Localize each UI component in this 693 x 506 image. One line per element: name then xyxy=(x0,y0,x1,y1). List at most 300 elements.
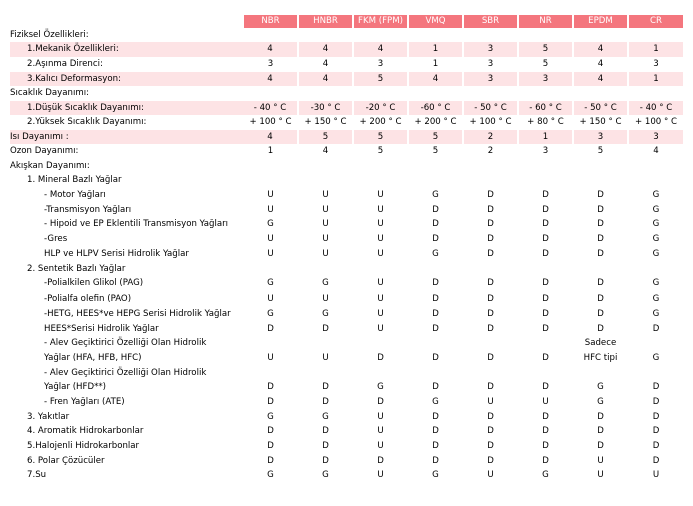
cell-value: 4 xyxy=(243,72,298,86)
row-label: HEES*Serisi Hidrolik Yağlar xyxy=(44,323,159,334)
cell-value: U xyxy=(597,470,604,481)
table-row xyxy=(10,130,684,144)
cell-value: 1 xyxy=(628,72,684,86)
table-row xyxy=(10,336,684,351)
cell-value: U xyxy=(267,204,274,215)
table-row xyxy=(10,322,684,336)
cell-value: 3 xyxy=(267,59,274,70)
cell-value: D xyxy=(487,234,494,245)
cell-value: D xyxy=(597,323,604,334)
cell-value: U xyxy=(377,190,384,201)
cell-value xyxy=(298,159,353,173)
table-row xyxy=(10,217,684,232)
cell-value: D xyxy=(542,204,549,215)
cell-value: G xyxy=(267,411,274,422)
cell-value: G xyxy=(652,293,660,304)
row-label: Yağlar (HFA, HFB, HFC) xyxy=(44,353,142,364)
cell-value: 3 xyxy=(487,59,494,70)
cell-value: D xyxy=(487,204,494,215)
cell-value: D xyxy=(597,278,604,289)
row-label: 3.Kalıcı Deformasyon: xyxy=(10,72,243,86)
cell-value: G xyxy=(267,470,274,481)
table-row xyxy=(10,159,684,173)
table-row xyxy=(10,203,684,217)
cell-value: 4 xyxy=(597,59,604,70)
cell-value: D xyxy=(487,455,494,466)
cell-value: G xyxy=(652,190,660,201)
cell-value: D xyxy=(597,441,604,452)
cell-value: D xyxy=(377,397,384,408)
cell-value xyxy=(298,262,353,276)
cell-value: D xyxy=(487,323,494,334)
cell-value: -30 ° C xyxy=(298,101,353,115)
cell-value: D xyxy=(432,293,439,304)
row-label: 1.Düşük Sıcaklık Dayanımı: xyxy=(10,101,243,115)
table-body xyxy=(10,28,684,483)
cell-value: U xyxy=(322,293,329,304)
row-label: Akışkan Dayanımı: xyxy=(10,160,90,171)
cell-value: U xyxy=(322,249,329,260)
cell-value: 5 xyxy=(353,72,408,86)
table-row xyxy=(10,262,684,276)
cell-value: D xyxy=(652,411,660,422)
cell-value: D xyxy=(652,382,660,393)
cell-value: D xyxy=(267,323,274,334)
row-label: 2.Yüksek Sıcaklık Dayanımı: xyxy=(27,117,147,128)
cell-value: U xyxy=(377,234,384,245)
cell-value: 5 xyxy=(597,146,604,157)
cell-value: 4 xyxy=(408,72,463,86)
cell-value: 4 xyxy=(243,42,298,57)
cell-value: U xyxy=(377,309,384,320)
cell-value: D xyxy=(597,411,604,422)
cell-value xyxy=(628,159,684,173)
cell-value: U xyxy=(487,397,494,408)
cell-value: D xyxy=(322,455,329,466)
cell-value: U xyxy=(267,249,274,260)
row-label: 1. Mineral Bazlı Yağlar xyxy=(27,175,122,186)
cell-value xyxy=(353,366,408,380)
cell-value: 5 xyxy=(377,146,384,157)
row-label: - Fren Yağları (ATE) xyxy=(44,397,125,408)
cell-value: D xyxy=(597,293,604,304)
cell-value: D xyxy=(652,323,660,334)
cell-value: D xyxy=(652,426,660,437)
cell-value: G xyxy=(652,219,660,230)
cell-value: D xyxy=(597,204,604,215)
cell-value: D xyxy=(322,397,329,408)
row-label: -Polialfa olefin (PAO) xyxy=(44,293,132,304)
cell-value xyxy=(573,28,628,42)
cell-value: 4 xyxy=(243,130,298,144)
cell-value: 4 xyxy=(298,72,353,86)
table-row xyxy=(10,410,684,424)
cell-value: U xyxy=(267,234,274,245)
cell-value: 3 xyxy=(542,146,549,157)
row-label: 1.Mekanik Özellikleri: xyxy=(10,42,243,57)
cell-value xyxy=(243,366,298,380)
row-label: HLP ve HLPV Serisi Hidrolik Yağlar xyxy=(44,249,189,260)
cell-value xyxy=(353,28,408,42)
cell-value: G xyxy=(432,470,439,481)
cell-value: D xyxy=(267,455,274,466)
cell-value: + 200 ° C xyxy=(359,117,402,128)
cell-value: D xyxy=(542,219,549,230)
cell-value: D xyxy=(542,323,549,334)
cell-value xyxy=(408,28,463,42)
cell-value: 2 xyxy=(487,146,494,157)
cell-value: 3 xyxy=(628,130,684,144)
cell-value: D xyxy=(542,190,549,201)
cell-value: D xyxy=(432,309,439,320)
cell-value: 5 xyxy=(518,42,573,57)
cell-value xyxy=(298,173,353,188)
cell-value: 4 xyxy=(322,59,329,70)
cell-value: D xyxy=(487,382,494,393)
row-label: Ozon Dayanımı: xyxy=(10,146,79,157)
cell-value xyxy=(463,28,518,42)
cell-value: D xyxy=(432,204,439,215)
cell-value: D xyxy=(267,382,274,393)
cell-value: U xyxy=(267,190,274,201)
cell-value: U xyxy=(377,441,384,452)
cell-value xyxy=(408,86,463,101)
cell-value: G xyxy=(652,234,660,245)
table-row xyxy=(10,115,684,130)
cell-value: D xyxy=(542,278,549,289)
cell-value: 3 xyxy=(573,130,628,144)
cell-value xyxy=(463,262,518,276)
cell-value: U xyxy=(597,455,604,466)
cell-value: Sadece xyxy=(584,338,617,349)
table-row xyxy=(10,42,684,57)
cell-value: D xyxy=(432,411,439,422)
cell-value: D xyxy=(432,426,439,437)
cell-value: U xyxy=(377,204,384,215)
cell-value: D xyxy=(487,219,494,230)
cell-value: U xyxy=(377,278,384,289)
cell-value: D xyxy=(377,455,384,466)
cell-value: 4 xyxy=(298,42,353,57)
cell-value: D xyxy=(542,249,549,260)
cell-value xyxy=(298,28,353,42)
row-label: 7.Su xyxy=(27,470,47,481)
cell-value xyxy=(298,366,353,380)
cell-value: 1 xyxy=(408,42,463,57)
table-row xyxy=(10,439,684,454)
cell-value xyxy=(518,262,573,276)
cell-value xyxy=(573,159,628,173)
table-row xyxy=(10,395,684,410)
row-label: 3. Yakıtlar xyxy=(27,411,70,422)
cell-value: D xyxy=(267,426,274,437)
table-row xyxy=(10,307,684,322)
cell-value: 3 xyxy=(518,72,573,86)
cell-value: 1 xyxy=(267,146,274,157)
table-row xyxy=(10,144,684,159)
table-row xyxy=(10,72,684,86)
cell-value: D xyxy=(597,426,604,437)
cell-value: D xyxy=(487,441,494,452)
cell-value: D xyxy=(652,455,660,466)
header-row xyxy=(10,15,684,28)
cell-value: D xyxy=(322,441,329,452)
cell-value: U xyxy=(652,470,660,481)
cell-value: - 60 ° C xyxy=(518,101,573,115)
cell-value: D xyxy=(432,441,439,452)
cell-value: D xyxy=(487,293,494,304)
cell-value: - 50 ° C xyxy=(573,101,628,115)
material-resistance-table xyxy=(10,15,685,483)
cell-value: G xyxy=(652,204,660,215)
table-row xyxy=(10,380,684,395)
cell-value: D xyxy=(597,249,604,260)
cell-value: D xyxy=(542,309,549,320)
cell-value: HFC tipi xyxy=(583,353,618,364)
cell-value: G xyxy=(267,219,274,230)
row-label: 2. Sentetik Bazlı Yağlar xyxy=(27,263,126,274)
cell-value: + 200 ° C xyxy=(414,117,457,128)
table-row xyxy=(10,28,684,42)
cell-value: G xyxy=(322,470,329,481)
row-label: -Transmisyon Yağları xyxy=(44,204,132,215)
cell-value xyxy=(353,159,408,173)
cell-value xyxy=(243,336,298,351)
cell-value: D xyxy=(487,278,494,289)
cell-value: D xyxy=(322,426,329,437)
cell-value: G xyxy=(542,470,549,481)
cell-value xyxy=(573,366,628,380)
cell-value: D xyxy=(267,441,274,452)
cell-value: D xyxy=(542,426,549,437)
table-row xyxy=(10,232,684,247)
cell-value xyxy=(298,336,353,351)
cell-value: U xyxy=(322,204,329,215)
cell-value: D xyxy=(542,382,549,393)
row-label: -Polialkilen Glikol (PAG) xyxy=(44,278,144,289)
cell-value xyxy=(243,28,298,42)
cell-value: U xyxy=(322,219,329,230)
table-row xyxy=(10,424,684,439)
table-row xyxy=(10,291,684,307)
cell-value: U xyxy=(322,190,329,201)
cell-value: U xyxy=(377,470,384,481)
cell-value xyxy=(243,159,298,173)
cell-value: U xyxy=(267,293,274,304)
cell-value xyxy=(628,262,684,276)
cell-value xyxy=(573,173,628,188)
cell-value: D xyxy=(487,249,494,260)
cell-value: 1 xyxy=(432,59,439,70)
cell-value: U xyxy=(267,353,274,364)
cell-value xyxy=(408,159,463,173)
cell-value xyxy=(518,86,573,101)
cell-value: D xyxy=(432,234,439,245)
cell-value: U xyxy=(322,234,329,245)
cell-value: G xyxy=(597,397,604,408)
cell-value: D xyxy=(487,309,494,320)
cell-value: D xyxy=(597,219,604,230)
row-label: Yağlar (HFD**) xyxy=(44,382,107,393)
cell-value: D xyxy=(542,411,549,422)
cell-value: + 150 ° C xyxy=(579,117,622,128)
cell-value xyxy=(408,366,463,380)
cell-value: G xyxy=(652,278,660,289)
column-header-sbr: SBR xyxy=(463,15,518,28)
cell-value xyxy=(518,336,573,351)
cell-value: G xyxy=(597,382,604,393)
row-label: -HETG, HEES*ve HEPG Serisi Hidrolik Yağlar xyxy=(44,309,231,320)
table-row xyxy=(10,86,684,101)
cell-value xyxy=(408,336,463,351)
column-header-vmq: VMQ xyxy=(408,15,463,28)
cell-value: - 40 ° C xyxy=(628,101,684,115)
cell-value: 5 xyxy=(542,59,549,70)
cell-value: D xyxy=(432,219,439,230)
column-header-fkm-fpm: FKM (FPM) xyxy=(353,15,408,28)
cell-value: 5 xyxy=(432,146,439,157)
cell-value: G xyxy=(267,278,274,289)
cell-value xyxy=(298,86,353,101)
cell-value: -20 ° C xyxy=(353,101,408,115)
cell-value: G xyxy=(432,249,439,260)
column-header-nr: NR xyxy=(518,15,573,28)
cell-value: - 40 ° C xyxy=(243,101,298,115)
cell-value: D xyxy=(487,353,494,364)
cell-value xyxy=(628,366,684,380)
row-label: 4. Aromatik Hidrokarbonlar xyxy=(27,426,144,437)
cell-value xyxy=(243,86,298,101)
cell-value xyxy=(628,86,684,101)
cell-value xyxy=(463,336,518,351)
cell-value xyxy=(518,28,573,42)
cell-value: D xyxy=(597,309,604,320)
cell-value: 4 xyxy=(573,72,628,86)
cell-value: D xyxy=(322,382,329,393)
cell-value xyxy=(573,86,628,101)
table-row xyxy=(10,57,684,72)
table-row xyxy=(10,468,684,483)
cell-value: D xyxy=(432,278,439,289)
cell-value: 1 xyxy=(518,130,573,144)
cell-value xyxy=(518,159,573,173)
cell-value: D xyxy=(487,190,494,201)
cell-value: D xyxy=(597,234,604,245)
cell-value xyxy=(518,366,573,380)
column-header-hnbr: HNBR xyxy=(298,15,353,28)
row-label: -Gres xyxy=(44,234,68,245)
table-row xyxy=(10,247,684,262)
cell-value: G xyxy=(267,309,274,320)
cell-value: D xyxy=(432,353,439,364)
cell-value: D xyxy=(432,455,439,466)
cell-value: 3 xyxy=(463,42,518,57)
cell-value: G xyxy=(322,309,329,320)
cell-value xyxy=(628,336,684,351)
cell-value: U xyxy=(377,219,384,230)
cell-value: D xyxy=(652,441,660,452)
cell-value xyxy=(463,366,518,380)
cell-value: 3 xyxy=(463,72,518,86)
table-row xyxy=(10,366,684,380)
cell-value: - 50 ° C xyxy=(463,101,518,115)
cell-value: 4 xyxy=(653,146,659,157)
cell-value: -60 ° C xyxy=(408,101,463,115)
cell-value: G xyxy=(652,249,660,260)
header-corner xyxy=(10,15,243,28)
row-label: - Hipoid ve EP Eklentili Transmisyon Yağları xyxy=(44,219,229,230)
cell-value: 3 xyxy=(653,59,659,70)
cell-value: D xyxy=(542,293,549,304)
cell-value: U xyxy=(377,249,384,260)
cell-value: G xyxy=(652,309,660,320)
table-row xyxy=(10,351,684,366)
cell-value: + 150 ° C xyxy=(304,117,347,128)
cell-value: G xyxy=(322,411,329,422)
table-row xyxy=(10,454,684,468)
cell-value: G xyxy=(432,190,439,201)
cell-value: 3 xyxy=(377,59,384,70)
cell-value: D xyxy=(542,234,549,245)
column-header-cr: CR xyxy=(628,15,684,28)
cell-value: D xyxy=(432,382,439,393)
cell-value: U xyxy=(377,323,384,334)
table-row xyxy=(10,101,684,115)
cell-value xyxy=(463,159,518,173)
cell-value: U xyxy=(377,411,384,422)
cell-value: G xyxy=(377,382,384,393)
cell-value xyxy=(463,86,518,101)
cell-value: U xyxy=(322,353,329,364)
cell-value: 4 xyxy=(322,146,329,157)
cell-value: D xyxy=(542,455,549,466)
cell-value: D xyxy=(542,353,549,364)
row-label: 2.Aşınma Direnci: xyxy=(27,59,103,70)
cell-value xyxy=(243,173,298,188)
row-label: Fiziksel Özellikleri: xyxy=(10,29,89,40)
row-label: - Motor Yağları xyxy=(44,190,106,201)
table-row xyxy=(10,173,684,188)
row-label: 6. Polar Çözücüler xyxy=(27,455,105,466)
cell-value: D xyxy=(432,323,439,334)
cell-value: D xyxy=(267,397,274,408)
cell-value xyxy=(353,173,408,188)
cell-value xyxy=(463,173,518,188)
column-header-nbr: NBR xyxy=(243,15,298,28)
cell-value xyxy=(353,336,408,351)
cell-value xyxy=(628,173,684,188)
table-row xyxy=(10,276,684,291)
cell-value xyxy=(518,173,573,188)
table-row xyxy=(10,188,684,203)
cell-value: D xyxy=(597,190,604,201)
cell-value: U xyxy=(377,293,384,304)
cell-value xyxy=(408,262,463,276)
cell-value: G xyxy=(322,278,329,289)
cell-value: + 100 ° C xyxy=(469,117,512,128)
cell-value: G xyxy=(432,397,439,408)
cell-value: U xyxy=(377,426,384,437)
cell-value: + 100 ° C xyxy=(249,117,292,128)
column-header-epdm: EPDM xyxy=(573,15,628,28)
cell-value: 5 xyxy=(408,130,463,144)
cell-value: + 100 ° C xyxy=(634,117,678,128)
cell-value: D xyxy=(542,441,549,452)
cell-value: 2 xyxy=(463,130,518,144)
row-label: - Alev Geçiktirici Özelliği Olan Hidrolik xyxy=(44,367,207,378)
cell-value: D xyxy=(487,411,494,422)
cell-value: D xyxy=(652,397,660,408)
